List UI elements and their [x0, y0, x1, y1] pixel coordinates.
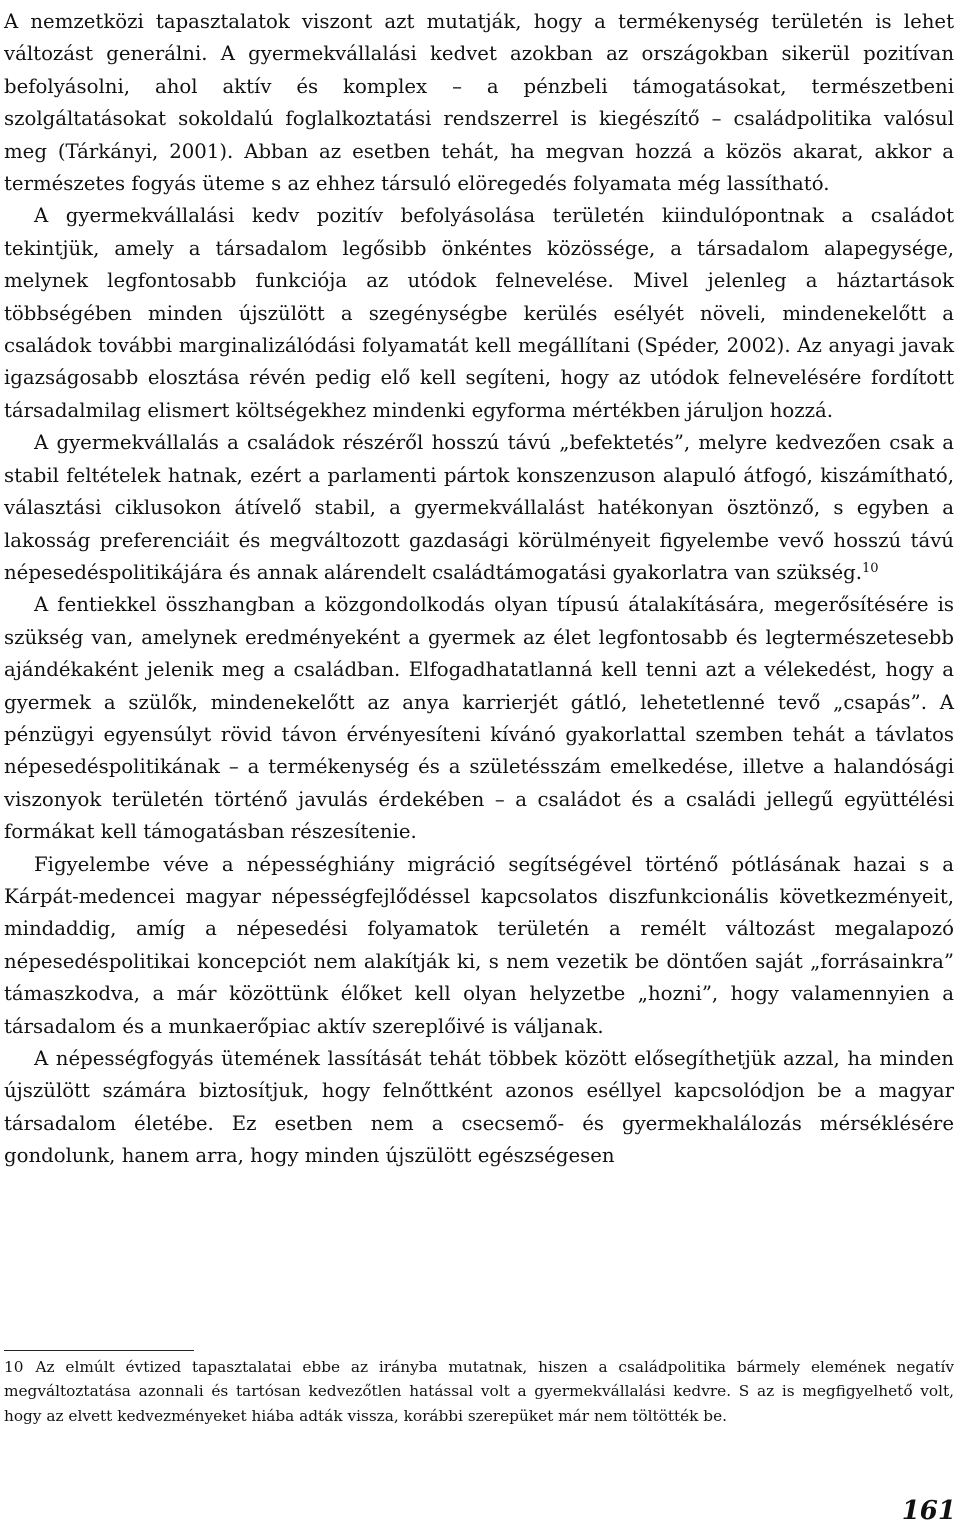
paragraph-6: A népességfogyás ütemének lassítását tehát többek között elősegíthetjük azzal, ha minden újszülött számára biztosítjuk, hogy felnőttként azonos eséllyel kapcsolódjon be a magyar társadalom életébe. Ez esetben nem a csecsemő- és gyermekhalálozás mérséklésére gondolunk, hanem arra, hogy minden újszülött egészségesen	[4, 1047, 954, 1168]
footnote	[4, 1355, 954, 1428]
paragraph-3-text: A gyermekvállalás a családok részéről hosszú távú „befektetés”, melyre kedvezően csak a stabil feltételek hatnak, ezért a parlamenti pártok konszenzuson alapuló átfogó, kiszámítható, választási ciklusokon átívelő stabil, a gyermekvállalást hatékonyan ösztönző, s egyben a lakosság preferenciáit és megváltozott gazdasági körülményeit figyelembe vevő hosszú távú népesedéspolitikájára és annak alárendelt családtámogatási gyakorlatra van szükség.	[4, 431, 954, 584]
footnote-divider	[4, 1350, 194, 1351]
paragraph-1: A nemzetközi tapasztalatok viszont azt mutatják, hogy a termékenység területén is lehet változást generálni. A gyermekvállalási kedvet azokban az országokban sikerül pozitívan befolyásolni, ahol aktív és komplex – a pénzbeli támogatásokat, természetbeni szolgáltatásokat sokoldalú foglalkoztatási rendszerrel is kiegészítő – családpolitika valósul meg (Tárkányi, 2001). Abban az esetben tehát, ha megvan hozzá a közös akarat, akkor a természetes fogyás üteme s az ehhez társuló elöregedés folyamata még lassítható.	[4, 10, 954, 196]
paragraph-4: A fentiekkel összhangban a közgondolkodás olyan típusú átalakítására, megerősítésére is szükség van, amelynek eredményeként a gyermek az élet legfontosabb és legtermészetesebb ajándékaként jelenik meg a családban. Elfogadhatatlanná kell tenni azt a vélekedést, hogy a gyermek a szülők, mindenekelőtt az anya karrierjét gátló, lehetetlenné tevő „csapás”. A pénzügyi egyensúlyt rövid távon érvényesíteni kívánó gyakorlattal szemben tehát a távlatos népesedéspolitikának – a termékenység és a születésszám emelkedése, illetve a halandósági viszonyok területén történő javulás érdekében – a családot és a családi jellegű együttélési formákat kell támogatásban részesítenie.	[4, 593, 954, 844]
paragraph-2: A gyermekvállalási kedv pozitív befolyásolása területén kiindulópontnak a családot tekintjük, amely a társadalom legősibb önkéntes közössége, a társadalom alapegysége, melynek legfontosabb funkciója az utódok felnevelése. Mivel jelenleg a háztartások többségében minden újszülött a szegénységbe kerülés esélyét növeli, mindenekelőtt a családok további marginalizálódási folyamatát kell megállítani (Spéder, 2002). Az anyagi javak igazságosabb elosztása révén pedig elő kell segíteni, hogy az utódok felnevelésére fordított társadalmilag elismert költségekhez mindenki egyforma mértékben járuljon hozzá.	[4, 204, 954, 422]
paragraph-3	[4, 427, 954, 589]
footnote-reference: 10	[861, 560, 879, 576]
paragraph-5: Figyelembe véve a népességhiány migráció segítségével történő pótlásának hazai s a Kárpát-medencei magyar népességfejlődéssel kapcsolatos diszfunkcionális következményeit, mindaddig, amíg a népesedési folyamatok területén a remélt változást megalapozó népesedéspolitikai koncepciót nem alakítják ki, s nem vezetik be döntően saját „forrásainkra” támaszkodva, a már közöttünk élőket kell olyan helyzetbe „hozni”, hogy valamennyien a társadalom és a munkaerőpiac aktív szereplőivé is váljanak.	[4, 852, 954, 1038]
page-number: 161	[901, 1496, 956, 1526]
footnote-number: 10	[4, 1358, 24, 1376]
main-text	[4, 6, 954, 1173]
footnote-text: Az elmúlt évtized tapasztalatai ebbe az irányba mutatnak, hiszen a családpolitika bármely elemének negatív megváltoztatása azonnali és tartósan kedvezőtlen hatással volt a gyermekvállalási kedvre. S az is megfigyelhető volt, hogy az elvett kedvezményeket hiába adták vissza, korábbi szerepüket már nem töltötték be.	[4, 1358, 954, 1425]
